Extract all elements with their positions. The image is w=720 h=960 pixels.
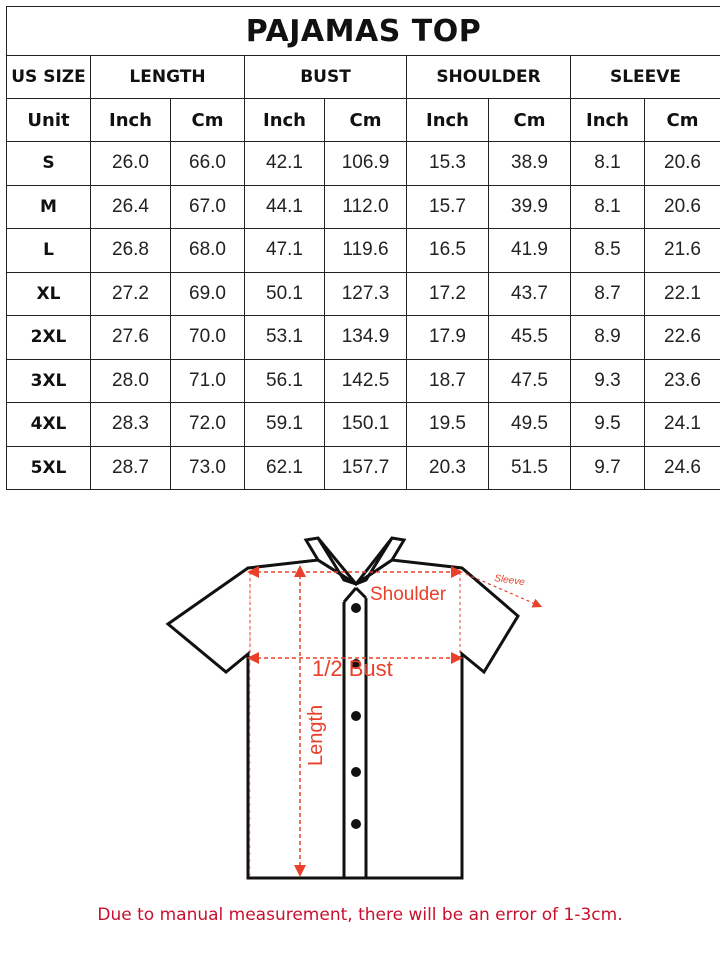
measurement-cell: 9.3 — [571, 359, 645, 403]
measurement-cell: 24.6 — [645, 446, 720, 490]
table-row — [7, 446, 720, 490]
measurement-cell: 134.9 — [325, 316, 407, 360]
measurement-cell: 17.2 — [407, 272, 489, 316]
length-label: Length — [305, 704, 327, 766]
measurement-cell: 8.9 — [571, 316, 645, 360]
measurement-cell: 39.9 — [489, 185, 571, 229]
shoulder-header: SHOULDER — [407, 56, 571, 99]
measurement-error-note: Due to manual measurement, there will be an error of 1-3cm. — [97, 905, 623, 925]
measurement-cell: 19.5 — [407, 403, 489, 447]
measurement-cell: 127.3 — [325, 272, 407, 316]
measurement-cell: 16.5 — [407, 229, 489, 273]
size-cell: 2XL — [7, 316, 91, 360]
size-cell: M — [7, 185, 91, 229]
measurement-cell: 23.6 — [645, 359, 720, 403]
measurement-cell: 20.6 — [645, 142, 720, 186]
size-cell: 5XL — [7, 446, 91, 490]
unit-header: Inch — [245, 99, 325, 142]
measurement-cell: 8.7 — [571, 272, 645, 316]
size-cell: 4XL — [7, 403, 91, 447]
measurement-cell: 22.1 — [645, 272, 720, 316]
measurement-cell: 42.1 — [245, 142, 325, 186]
measurement-cell: 22.6 — [645, 316, 720, 360]
measurement-cell: 47.1 — [245, 229, 325, 273]
measurement-cell: 45.5 — [489, 316, 571, 360]
measurement-cell: 8.1 — [571, 185, 645, 229]
measurement-cell: 51.5 — [489, 446, 571, 490]
measurement-cell: 66.0 — [171, 142, 245, 186]
measurement-cell: 59.1 — [245, 403, 325, 447]
measurement-cell: 26.8 — [91, 229, 171, 273]
table-row — [7, 229, 720, 273]
table-row — [7, 185, 720, 229]
table-row — [7, 316, 720, 360]
measurement-cell: 71.0 — [171, 359, 245, 403]
table-row — [7, 142, 720, 186]
unit-header: Inch — [407, 99, 489, 142]
size-chart — [6, 6, 720, 490]
table-row — [7, 403, 720, 447]
measurement-cell: 44.1 — [245, 185, 325, 229]
unit-header: Inch — [571, 99, 645, 142]
table-row — [7, 272, 720, 316]
unit-header: Cm — [171, 99, 245, 142]
length-header: LENGTH — [91, 56, 245, 99]
measurement-cell: 17.9 — [407, 316, 489, 360]
table-row — [7, 359, 720, 403]
measurement-cell: 28.0 — [91, 359, 171, 403]
measurement-cell: 67.0 — [171, 185, 245, 229]
measurement-cell: 20.6 — [645, 185, 720, 229]
measurement-cell: 72.0 — [171, 403, 245, 447]
measurement-cell: 62.1 — [245, 446, 325, 490]
unit-label: Unit — [7, 99, 91, 142]
size-table-body — [7, 142, 720, 490]
measurement-cell: 119.6 — [325, 229, 407, 273]
measurement-cell: 43.7 — [489, 272, 571, 316]
measurement-cell: 26.4 — [91, 185, 171, 229]
chart-title: PAJAMAS TOP — [7, 7, 720, 56]
bust-label: 1/2 Bust — [312, 656, 393, 681]
short-sleeve-shirt-icon — [168, 538, 518, 878]
size-cell: L — [7, 229, 91, 273]
measurement-cell: 24.1 — [645, 403, 720, 447]
measurement-cell: 150.1 — [325, 403, 407, 447]
measurement-cell: 38.9 — [489, 142, 571, 186]
measurement-cell: 69.0 — [171, 272, 245, 316]
measurement-cell: 18.7 — [407, 359, 489, 403]
measurement-cell: 8.1 — [571, 142, 645, 186]
unit-header-row — [7, 99, 720, 142]
shirt-measurement-diagram — [0, 520, 720, 900]
size-table — [6, 6, 720, 490]
measurement-cell: 157.7 — [325, 446, 407, 490]
unit-header: Cm — [325, 99, 407, 142]
sleeve-label: Sleeve — [493, 573, 526, 589]
measurement-cell: 9.5 — [571, 403, 645, 447]
measurement-cell: 56.1 — [245, 359, 325, 403]
size-column-header: US SIZE — [7, 56, 91, 99]
unit-header: Cm — [489, 99, 571, 142]
measurement-cell: 41.9 — [489, 229, 571, 273]
measurement-cell: 8.5 — [571, 229, 645, 273]
measurement-cell: 28.3 — [91, 403, 171, 447]
size-cell: XL — [7, 272, 91, 316]
measurement-cell: 53.1 — [245, 316, 325, 360]
shoulder-label: Shoulder — [370, 584, 447, 605]
sleeve-header: SLEEVE — [571, 56, 720, 99]
measurement-cell: 47.5 — [489, 359, 571, 403]
measurement-cell: 106.9 — [325, 142, 407, 186]
measurement-cell: 49.5 — [489, 403, 571, 447]
group-header-row — [7, 56, 720, 99]
measurement-cell: 27.2 — [91, 272, 171, 316]
measurement-cell: 27.6 — [91, 316, 171, 360]
measurement-cell: 9.7 — [571, 446, 645, 490]
measurement-cell: 112.0 — [325, 185, 407, 229]
measurement-cell: 26.0 — [91, 142, 171, 186]
size-cell: S — [7, 142, 91, 186]
measurement-cell: 21.6 — [645, 229, 720, 273]
measurement-cell: 15.7 — [407, 185, 489, 229]
measurement-cell: 15.3 — [407, 142, 489, 186]
unit-header: Cm — [645, 99, 720, 142]
measurement-cell: 142.5 — [325, 359, 407, 403]
measurement-cell: 73.0 — [171, 446, 245, 490]
measurement-cell: 68.0 — [171, 229, 245, 273]
measurement-cell: 50.1 — [245, 272, 325, 316]
measurement-cell: 70.0 — [171, 316, 245, 360]
bust-header: BUST — [245, 56, 407, 99]
size-cell: 3XL — [7, 359, 91, 403]
measurement-cell: 20.3 — [407, 446, 489, 490]
unit-header: Inch — [91, 99, 171, 142]
measurement-cell: 28.7 — [91, 446, 171, 490]
